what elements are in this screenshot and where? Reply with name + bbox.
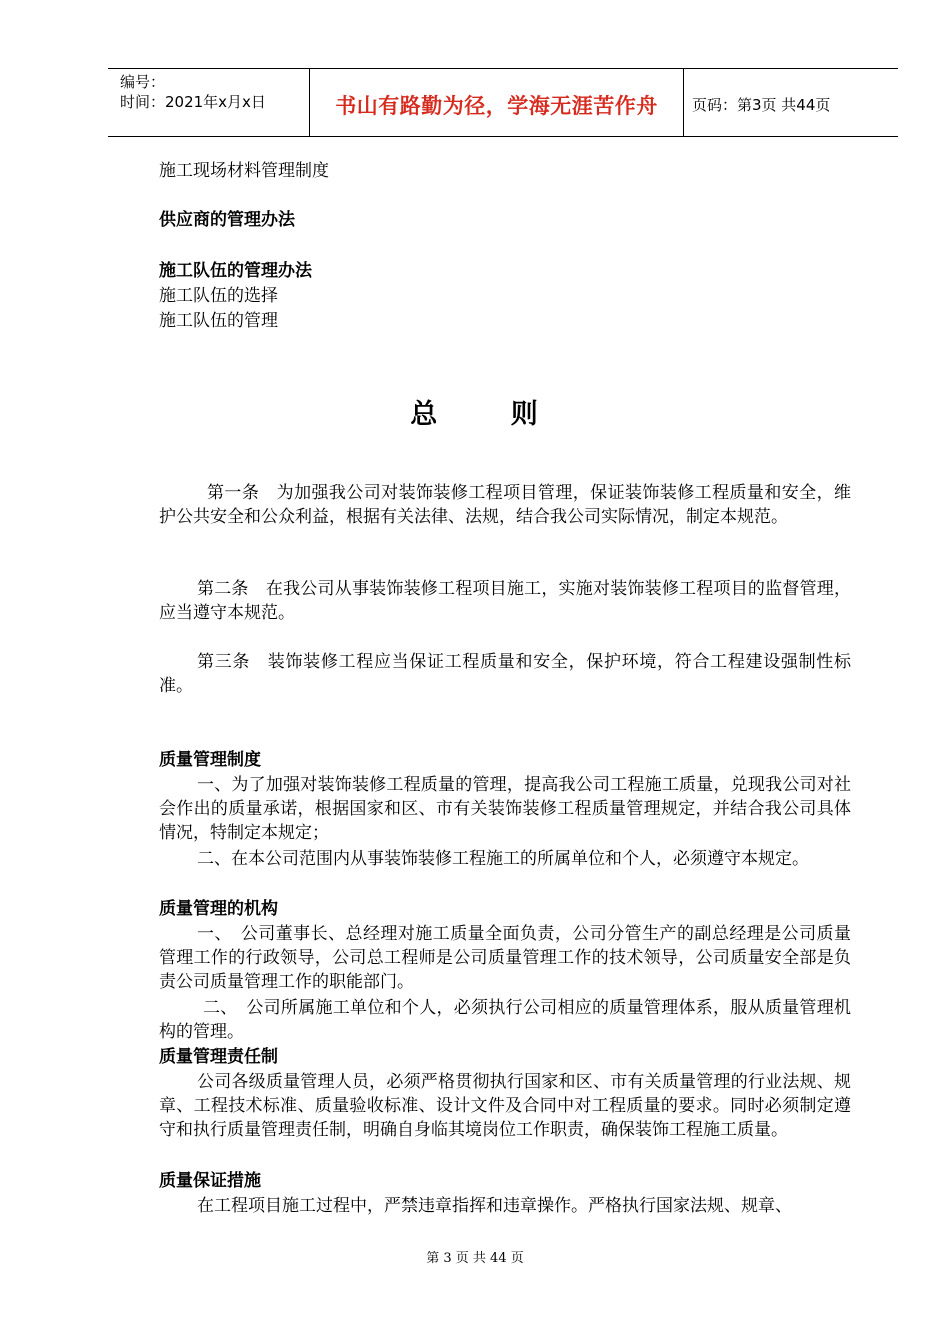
title-char-1: 总 xyxy=(410,399,440,430)
header-page-cell xyxy=(683,69,898,136)
motto-text: 书山有路勤为径，学海无涯苦作舟 xyxy=(335,94,658,118)
section-title xyxy=(0,392,950,431)
header-motto-cell xyxy=(309,69,684,136)
quality-organization-para-2: 二、 公司所属施工单位和个人，必须执行公司相应的质量管理体系，服从质量管理机构的管理。 xyxy=(159,998,851,1042)
header-meta-cell xyxy=(108,69,309,136)
heading-quality-system: 质量管理制度 xyxy=(159,750,261,770)
heading-quality-responsibility: 质量管理责任制 xyxy=(159,1047,278,1067)
toc-item-material-management: 施工现场材料管理制度 xyxy=(159,161,329,181)
page-footer: 第 3 页 共 44 页 xyxy=(426,1251,524,1266)
quality-system-para-2: 二、在本公司范围内从事装饰装修工程施工的所属单位和个人，必须遵守本规定。 xyxy=(197,849,809,869)
article-3: 第三条 装饰装修工程应当保证工程质量和安全，保护环境，符合工程建设强制性标准。 xyxy=(159,652,851,696)
article-2: 第二条 在我公司从事装饰装修工程项目施工，实施对装饰装修工程项目的监督管理，应当遵守本规范。 xyxy=(159,579,851,623)
toc-item-team-supervision: 施工队伍的管理 xyxy=(159,311,278,331)
quality-system-para-1: 一、为了加强对装饰装修工程质量的管理，提高我公司工程施工质量，兑现我公司对社会作出的质量承诺，根据国家和区、市有关装饰装修工程质量管理规定，并结合我公司具体情况，特制定本规定； xyxy=(159,775,851,843)
quality-organization-para-1: 一、 公司董事长、总经理对施工质量全面负责，公司分管生产的副总经理是公司质量管理工作的行政领导，公司总工程师是公司质量管理工作的技术领导，公司质量安全部是负责公司质量管理工作的职能部门。 xyxy=(159,924,851,992)
article-1: 第一条 为加强我公司对装饰装修工程项目管理，保证装饰装修工程质量和安全，维护公共安全和公众利益，根据有关法律、法规，结合我公司实际情况，制定本规范。 xyxy=(159,483,851,527)
quality-responsibility-para: 公司各级质量管理人员，必须严格贯彻执行国家和区、市有关质量管理的行业法规、规章、工程技术标准、质量验收标准、设计文件及合同中对工程质量的要求。同时必须制定遵守和执行质量管理责任制，明确自身临其境岗位工作职责，确保装饰工程施工质量。 xyxy=(159,1072,851,1140)
heading-quality-measures: 质量保证措施 xyxy=(159,1171,261,1191)
title-char-2: 则 xyxy=(510,399,540,430)
toc-item-team-selection: 施工队伍的选择 xyxy=(159,286,278,306)
heading-quality-organization: 质量管理的机构 xyxy=(159,899,278,919)
page-label: 页码：第3页 共44页 xyxy=(692,96,831,114)
toc-item-supplier-management: 供应商的管理办法 xyxy=(159,210,295,230)
time-label: 时间：2021年x月x日 xyxy=(120,93,266,111)
page-header xyxy=(108,68,898,137)
number-label: 编号： xyxy=(120,73,166,91)
quality-measures-para: 在工程项目施工过程中，严禁违章指挥和违章操作。严格执行国家法规、规章、 xyxy=(197,1196,792,1216)
toc-item-team-management: 施工队伍的管理办法 xyxy=(159,261,312,281)
